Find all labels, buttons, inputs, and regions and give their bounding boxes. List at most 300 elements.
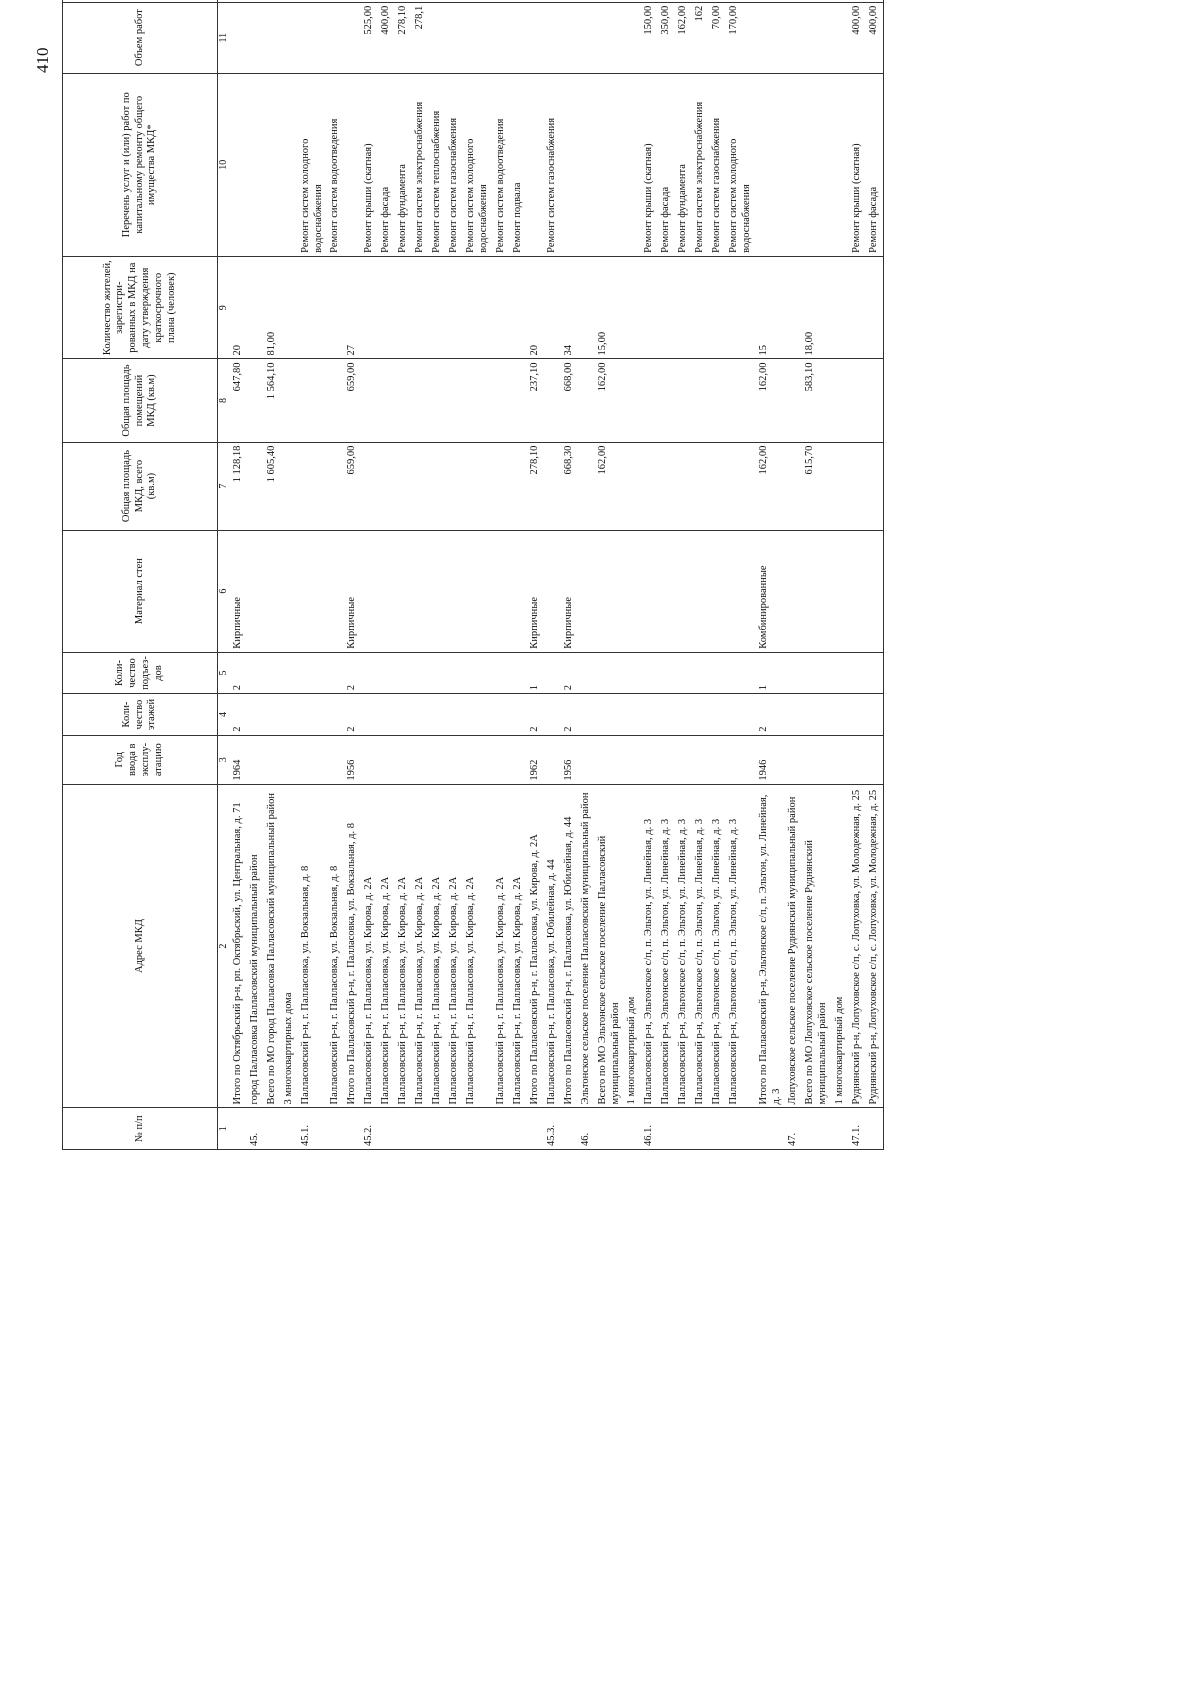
table-row	[446, 0, 463, 1150]
cell-col-10	[595, 73, 625, 256]
cell-col-7	[726, 442, 756, 530]
cell-col-8: 162,00	[595, 359, 625, 442]
cell-col-9	[429, 256, 446, 359]
table-row	[230, 0, 247, 1150]
cell-col-11	[361, 2, 378, 73]
cell-line: Ремонт крыши (скатная)	[850, 143, 862, 253]
table-row	[544, 0, 561, 1150]
cell-col-5	[493, 652, 510, 694]
cell-col-1	[692, 1108, 709, 1150]
cell-col-5	[395, 652, 412, 694]
cell-col-10	[756, 73, 786, 256]
cell-col-12	[264, 0, 281, 2]
cell-col-1: 47.	[785, 1108, 802, 1150]
cell-col-7	[544, 442, 561, 530]
cell-col-7	[395, 442, 412, 530]
cell-line: Ремонт систем водоотведения	[329, 118, 341, 253]
cell-col-9	[361, 256, 378, 359]
cell-col-10	[510, 73, 527, 256]
cell-col-1	[463, 1108, 493, 1150]
cell-col-12	[412, 0, 429, 2]
table-row	[785, 0, 802, 1150]
cell-col-2: Итого по Октябрьский р-н, рп. Октябрьский, ул. Центральная, д. 71	[230, 784, 247, 1108]
cell-col-6	[658, 530, 675, 652]
column-number: 2	[218, 784, 231, 1108]
rotated-page	[62, 0, 1172, 1150]
cell-col-10	[641, 73, 658, 256]
cell-col-3	[281, 735, 298, 784]
cell-col-2: Палласовский р-н, Эльтонское с/п, п. Эльтон, ул. Линейная, д. 3	[726, 784, 756, 1108]
cell-col-3	[658, 735, 675, 784]
cell-col-1	[429, 1108, 446, 1150]
cell-col-5	[595, 652, 625, 694]
cell-col-5	[429, 652, 446, 694]
cell-col-5	[866, 652, 884, 694]
cell-col-7: 659,00	[344, 442, 361, 530]
cell-col-1	[595, 1108, 625, 1150]
cell-col-4	[832, 694, 849, 736]
cell-col-2: Руднянский р-н, Лопуховское с/п, с. Лопуховка, ул. Молодежная, д. 25	[849, 784, 866, 1108]
cell-col-4	[692, 694, 709, 736]
cell-col-9: 20	[527, 256, 544, 359]
cell-line: Ремонт систем электроснабжения	[694, 101, 706, 253]
cell-col-10	[624, 73, 641, 256]
cell-col-11	[641, 2, 658, 73]
table-row	[849, 0, 866, 1150]
table-body	[230, 0, 883, 1150]
cell-col-5	[446, 652, 463, 694]
cell-col-10	[247, 73, 264, 256]
cell-col-5	[709, 652, 726, 694]
rotated-table-container	[62, 5, 1172, 1660]
cell-col-6	[247, 530, 264, 652]
table-row	[493, 0, 510, 1150]
cell-col-5	[510, 652, 527, 694]
cell-col-3	[395, 735, 412, 784]
cell-col-9	[247, 256, 264, 359]
cell-col-5	[624, 652, 641, 694]
cell-col-9	[726, 256, 756, 359]
cell-col-9	[709, 256, 726, 359]
column-number-row	[218, 0, 231, 1150]
cell-line: 400,00	[867, 5, 879, 35]
cell-col-10	[378, 73, 395, 256]
cell-col-4: 2	[344, 694, 361, 736]
cell-col-10	[493, 73, 510, 256]
cell-col-6	[832, 530, 849, 652]
column-header: Общая площадь МКД, всего (кв.м)	[63, 442, 218, 530]
cell-col-6	[446, 530, 463, 652]
column-header: Объем работ	[63, 2, 218, 73]
cell-col-8: 647,80	[230, 359, 247, 442]
cell-col-11	[561, 2, 578, 73]
cell-line: Ремонт систем газоснабжения	[711, 117, 723, 253]
cell-col-4	[446, 694, 463, 736]
cell-line: 170,00	[728, 5, 740, 35]
cell-col-3	[726, 735, 756, 784]
cell-col-12	[624, 0, 641, 2]
cell-col-8	[832, 359, 849, 442]
cell-col-4: 2	[230, 694, 247, 736]
cell-col-10	[578, 73, 595, 256]
cell-col-10	[412, 73, 429, 256]
cell-col-12	[675, 0, 692, 2]
cell-col-3	[832, 735, 849, 784]
table-row	[675, 0, 692, 1150]
cell-col-12	[298, 0, 328, 2]
cell-col-3: 1964	[230, 735, 247, 784]
cell-col-7	[327, 442, 344, 530]
table-row	[726, 0, 756, 1150]
cell-col-7	[578, 442, 595, 530]
cell-col-2: Палласовский р-н, г. Палласовка, ул. Вокзальная, д. 8	[298, 784, 328, 1108]
cell-col-4	[849, 694, 866, 736]
cell-col-1	[344, 1108, 361, 1150]
column-header: Адрес МКД	[63, 784, 218, 1108]
cell-line: Ремонт систем холодного водоснабжения	[465, 138, 490, 253]
cell-col-9: 27	[344, 256, 361, 359]
table-row	[327, 0, 344, 1150]
cell-col-7	[298, 442, 328, 530]
cell-line: Ремонт фасада	[660, 186, 672, 253]
cell-col-12	[463, 0, 493, 2]
table-row	[624, 0, 641, 1150]
cell-col-8	[395, 359, 412, 442]
cell-col-6	[624, 530, 641, 652]
cell-col-5	[281, 652, 298, 694]
cell-col-10	[675, 73, 692, 256]
cell-col-3	[641, 735, 658, 784]
cell-col-5	[264, 652, 281, 694]
cell-col-2: Палласовский р-н, г. Палласовка, ул. Кирова, д. 2А	[429, 784, 446, 1108]
cell-col-2: Эльтонское сельское поселение Палласовский муниципальный район	[578, 784, 595, 1108]
cell-col-2: Итого по Палласовский р-н, Эльтонское с/п, п. Эльтон, ул. Линейная, д. 3	[756, 784, 786, 1108]
cell-col-2: Палласовский р-н, г. Палласовка, ул. Кирова, д. 2А	[378, 784, 395, 1108]
cell-col-8	[378, 359, 395, 442]
cell-col-8	[327, 359, 344, 442]
table-row	[463, 0, 493, 1150]
cell-col-10	[785, 73, 802, 256]
cell-col-8	[446, 359, 463, 442]
cell-col-2: Всего по МО Эльтонское сельское поселение Палласовский муниципальный район	[595, 784, 625, 1108]
cell-col-6	[578, 530, 595, 652]
cell-col-7	[412, 442, 429, 530]
cell-col-5	[849, 652, 866, 694]
cell-col-1: 47.1.	[849, 1108, 866, 1150]
cell-col-7	[709, 442, 726, 530]
cell-col-4	[624, 694, 641, 736]
cell-col-5	[641, 652, 658, 694]
cell-col-6	[866, 530, 884, 652]
cell-col-12	[578, 0, 595, 2]
cell-col-8	[412, 359, 429, 442]
cell-col-2: город Палласовка Палласовский муниципальный район	[247, 784, 264, 1108]
cell-col-6: Комбинированные	[756, 530, 786, 652]
cell-col-12	[281, 0, 298, 2]
cell-line: 162	[694, 5, 706, 22]
cell-col-7	[692, 442, 709, 530]
cell-col-3	[624, 735, 641, 784]
cell-col-3	[298, 735, 328, 784]
cell-col-7	[866, 442, 884, 530]
cell-col-2: Палласовский р-н, Эльтонское с/п, п. Эльтон, ул. Линейная, д. 3	[709, 784, 726, 1108]
cell-col-4	[709, 694, 726, 736]
cell-col-3	[849, 735, 866, 784]
cell-line: Ремонт систем газоснабжения	[545, 117, 557, 253]
cell-col-10	[527, 73, 544, 256]
column-header: Год ввода в эксплу-атацию	[63, 735, 218, 784]
table-row	[361, 0, 378, 1150]
column-number	[218, 0, 231, 2]
cell-col-11	[726, 2, 756, 73]
cell-col-4	[429, 694, 446, 736]
table-row	[866, 0, 884, 1150]
column-number: 4	[218, 694, 231, 736]
cell-col-9	[298, 256, 328, 359]
cell-col-12	[849, 0, 866, 2]
cell-col-12	[692, 0, 709, 2]
cell-col-1	[832, 1108, 849, 1150]
column-number: 3	[218, 735, 231, 784]
cell-col-1: 46.1.	[641, 1108, 658, 1150]
cell-col-9	[493, 256, 510, 359]
cell-col-9	[510, 256, 527, 359]
cell-col-12	[832, 0, 849, 2]
cell-col-10	[327, 73, 344, 256]
cell-col-2: 3 многоквартирных дома	[281, 784, 298, 1108]
cell-col-12	[595, 0, 625, 2]
column-number: 9	[218, 256, 231, 359]
cell-col-7: 1 128,18	[230, 442, 247, 530]
column-header: Перечень услуг и (или) работ по капитальному ремонту общего имущества МКД*	[63, 73, 218, 256]
cell-col-3	[446, 735, 463, 784]
cell-col-11	[446, 2, 463, 73]
cell-col-6	[412, 530, 429, 652]
table-row	[527, 0, 544, 1150]
header-row	[63, 0, 218, 1150]
cell-col-1	[493, 1108, 510, 1150]
cell-col-9: 18,00	[802, 256, 832, 359]
cell-col-2: Палласовский р-н, г. Палласовка, ул. Кирова, д. 2А	[412, 784, 429, 1108]
cell-col-11	[247, 2, 264, 73]
cell-col-4: 2	[527, 694, 544, 736]
cell-col-1	[675, 1108, 692, 1150]
cell-col-10	[230, 73, 247, 256]
cell-col-11	[832, 2, 849, 73]
cell-col-6	[281, 530, 298, 652]
cell-col-2: Лопуховское сельское поселение Руднянский муниципальный район	[785, 784, 802, 1108]
cell-col-11	[785, 2, 802, 73]
cell-col-9	[675, 256, 692, 359]
cell-col-11	[849, 2, 866, 73]
cell-col-12	[493, 0, 510, 2]
cell-col-8	[658, 359, 675, 442]
cell-col-7	[785, 442, 802, 530]
cell-col-9	[849, 256, 866, 359]
cell-line: 350,00	[660, 5, 672, 35]
cell-col-9: 81,00	[264, 256, 281, 359]
cell-line: Ремонт систем холодного водоснабжения	[299, 138, 324, 253]
cell-col-7	[493, 442, 510, 530]
cell-col-5	[578, 652, 595, 694]
cell-col-8	[544, 359, 561, 442]
cell-col-12	[658, 0, 675, 2]
cell-col-3	[327, 735, 344, 784]
cell-col-10	[832, 73, 849, 256]
cell-col-3	[595, 735, 625, 784]
cell-col-10	[658, 73, 675, 256]
cell-col-2: Палласовский р-н, г. Палласовка, ул. Кирова, д. 2А	[446, 784, 463, 1108]
cell-col-10	[802, 73, 832, 256]
cell-col-8	[692, 359, 709, 442]
cell-col-6: Кирпичные	[561, 530, 578, 652]
cell-col-2: Палласовский р-н, г. Палласовка, ул. Кирова, д. 2А	[395, 784, 412, 1108]
cell-col-4	[641, 694, 658, 736]
cell-col-4	[510, 694, 527, 736]
cell-col-3	[378, 735, 395, 784]
cell-col-2: Палласовский р-н, г. Палласовка, ул. Кирова, д. 2А	[493, 784, 510, 1108]
cell-col-5: 1	[756, 652, 786, 694]
cell-col-9	[544, 256, 561, 359]
table-row	[429, 0, 446, 1150]
cell-col-10	[692, 73, 709, 256]
cell-col-7: 162,00	[595, 442, 625, 530]
cell-col-12	[561, 0, 578, 2]
cell-col-3: 1956	[561, 735, 578, 784]
cell-col-12	[726, 0, 756, 2]
cell-col-3	[510, 735, 527, 784]
cell-col-10	[361, 73, 378, 256]
cell-col-7	[281, 442, 298, 530]
cell-col-4	[327, 694, 344, 736]
cell-line: 400,00	[850, 5, 862, 35]
cell-col-6	[429, 530, 446, 652]
cell-col-2: Палласовский р-н, Эльтонское с/п, п. Эльтон, ул. Линейная, д. 3	[675, 784, 692, 1108]
cell-col-7	[446, 442, 463, 530]
cell-line: 150,00	[643, 5, 655, 35]
cell-col-7	[429, 442, 446, 530]
cell-col-2: Итого по Палласовский р-н, г. Палласовка, ул. Кирова, д. 2А	[527, 784, 544, 1108]
cell-col-1	[658, 1108, 675, 1150]
table-row	[802, 0, 832, 1150]
cell-line: 278,10	[397, 5, 409, 35]
cell-col-8	[726, 359, 756, 442]
cell-col-7	[510, 442, 527, 530]
table-row	[281, 0, 298, 1150]
column-header: Материал стен	[63, 530, 218, 652]
cell-col-8	[493, 359, 510, 442]
cell-col-7	[675, 442, 692, 530]
cell-col-7: 278,10	[527, 442, 544, 530]
cell-col-5	[247, 652, 264, 694]
cell-col-8	[281, 359, 298, 442]
cell-line: Ремонт фасада	[867, 186, 879, 253]
column-number: 10	[218, 73, 231, 256]
cell-line: Ремонт систем электроснабжения	[414, 101, 426, 253]
cell-col-4	[578, 694, 595, 736]
cell-col-7	[361, 442, 378, 530]
table-row	[298, 0, 328, 1150]
cell-col-11	[344, 2, 361, 73]
table-row	[395, 0, 412, 1150]
cell-col-11	[230, 2, 247, 73]
cell-col-8	[849, 359, 866, 442]
cell-col-7: 615,70	[802, 442, 832, 530]
cell-col-5	[785, 652, 802, 694]
cell-col-4	[463, 694, 493, 736]
cell-col-12	[446, 0, 463, 2]
cell-col-1: 45.	[247, 1108, 264, 1150]
cell-col-3	[578, 735, 595, 784]
column-number: 6	[218, 530, 231, 652]
cell-col-6	[264, 530, 281, 652]
cell-col-10	[264, 73, 281, 256]
cell-col-6	[849, 530, 866, 652]
cell-col-1	[527, 1108, 544, 1150]
cell-line: Ремонт крыши (скатная)	[643, 143, 655, 253]
cell-col-8: 237,10	[527, 359, 544, 442]
table-row	[247, 0, 264, 1150]
cell-col-6	[378, 530, 395, 652]
cell-col-11	[493, 2, 510, 73]
cell-col-10	[344, 73, 361, 256]
cell-col-7: 162,00	[756, 442, 786, 530]
cell-col-5	[378, 652, 395, 694]
cell-col-9	[446, 256, 463, 359]
cell-col-1: 45.2.	[361, 1108, 378, 1150]
cell-col-9	[281, 256, 298, 359]
cell-col-9	[378, 256, 395, 359]
cell-col-1	[327, 1108, 344, 1150]
table-row	[658, 0, 675, 1150]
cell-col-11	[544, 2, 561, 73]
cell-col-8	[641, 359, 658, 442]
cell-col-10	[395, 73, 412, 256]
cell-col-6: Кирпичные	[230, 530, 247, 652]
cell-col-4	[544, 694, 561, 736]
cell-col-11	[675, 2, 692, 73]
cell-col-11	[709, 2, 726, 73]
cell-col-2: Палласовский р-н, г. Палласовка, ул. Кирова, д. 2А	[361, 784, 378, 1108]
cell-col-10	[709, 73, 726, 256]
cell-col-2: Палласовский р-н, Эльтонское с/п, п. Эльтон, ул. Линейная, д. 3	[658, 784, 675, 1108]
cell-col-4	[412, 694, 429, 736]
cell-col-11	[463, 2, 493, 73]
cell-col-11	[429, 2, 446, 73]
cell-col-5	[412, 652, 429, 694]
cell-col-3	[463, 735, 493, 784]
cell-col-12	[429, 0, 446, 2]
column-number: 11	[218, 2, 231, 73]
cell-col-4	[378, 694, 395, 736]
cell-col-5	[298, 652, 328, 694]
cell-col-1	[802, 1108, 832, 1150]
cell-col-1	[709, 1108, 726, 1150]
cell-col-1	[446, 1108, 463, 1150]
cell-col-7	[624, 442, 641, 530]
cell-col-11	[658, 2, 675, 73]
cell-line: 70,00	[711, 5, 723, 30]
cell-col-4	[726, 694, 756, 736]
cell-col-11	[578, 2, 595, 73]
cell-col-5: 2	[344, 652, 361, 694]
cell-col-9	[785, 256, 802, 359]
cell-col-6	[298, 530, 328, 652]
cell-col-12	[230, 0, 247, 2]
cell-col-2: 1 многоквартирный дом	[624, 784, 641, 1108]
cell-col-1	[624, 1108, 641, 1150]
cell-col-12	[544, 0, 561, 2]
